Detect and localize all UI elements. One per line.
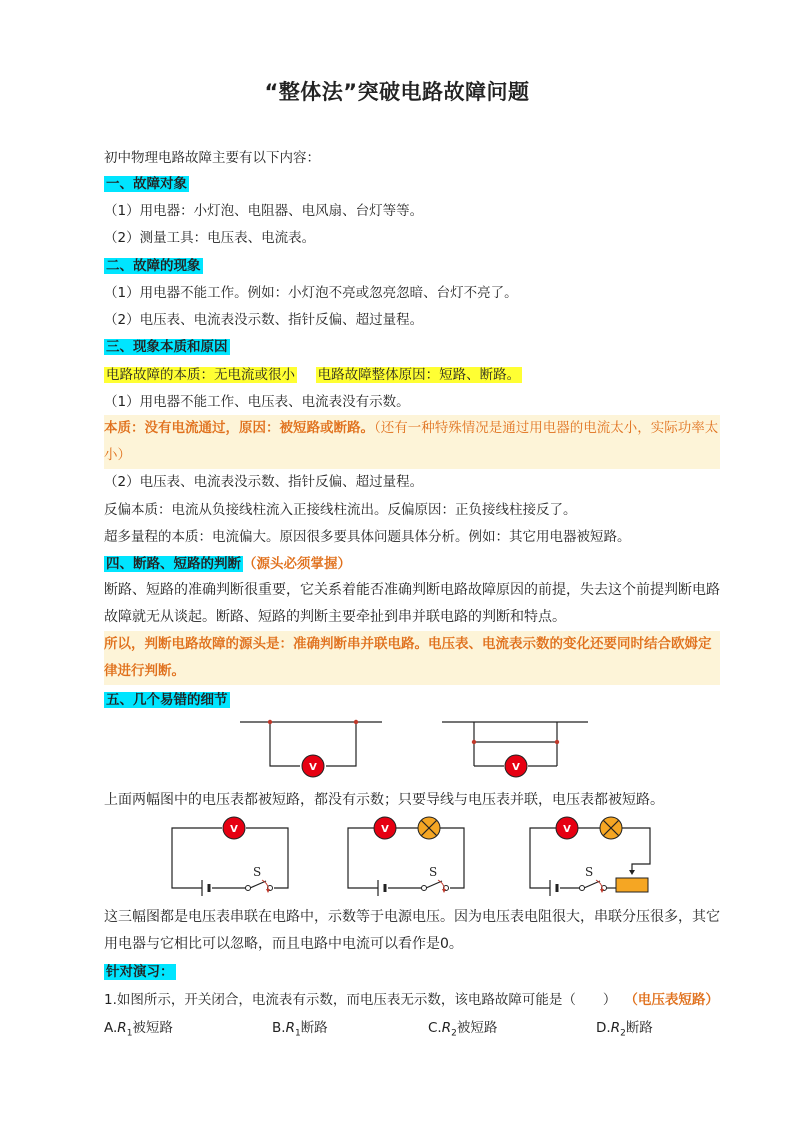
voltmeter-label: V [563,824,571,835]
choice-d-letter: D. [596,1020,611,1036]
s1-item-1: （1）用电器：小灯泡、电阻器、电风扇、台灯等等。 [104,203,424,219]
series-diagram-3 [528,814,658,896]
question-1-text: 1.如图所示，开关闭合，电流表有示数，而电压表无示数，该电路故障可能是（ ） [104,992,617,1008]
s3-essence-note: （还有一种特殊情况是通过用电器的电流太小，实际功率太小） [104,420,719,463]
s4-bold-text: 所以，判断电路故障的源头是：准确判断串并联电路。电压表、电流表示数的变化还要同时结合欧姆定律进行判断。 [104,636,712,679]
choice-b-letter: B. [272,1020,286,1036]
s3-highlight-row [104,365,522,385]
choice-c-var: R [441,1020,452,1036]
series-diagram-2 [344,814,470,892]
s1-item-2: （2）测量工具：电压表、电流表。 [104,230,316,246]
choice-d[interactable] [596,1018,653,1044]
s3-essence [104,415,720,469]
section-2-heading-text: 二、故障的现象 [106,258,201,274]
s4-paragraph: 断路、短路的准确判断很重要，它关系着能否准确判断电路故障原因的前提，失去这个前提判断电路故障就无从谈起。断路、短路的判断主要牵扯到串并联电路的判断和特点。 [104,582,720,625]
s5-text-1: 上面两幅图中的电压表都被短路，都没有示数；只要导线与电压表并联，电压表都被短路。 [104,792,664,808]
section-1-heading-text: 一、故障对象 [106,176,187,192]
s3-over: 超多量程的本质：电流偏大。原因很多要具体问题具体分析。例如：其它用电器被短路。 [104,529,631,545]
choice-a-text: 被短路 [132,1020,173,1036]
s3-highlight-1: 电路故障的本质：无电流或很小 [106,367,295,383]
choice-b-var: R [285,1020,295,1036]
rheostat-icon [616,878,648,892]
choice-b-sub: 1 [294,1028,301,1039]
section-1-heading [104,174,189,194]
question-1-answer: （电压表短路） [624,992,719,1008]
practice-heading [104,962,176,982]
s5-text-2: 这三幅图都是电压表串联在电路中，示数等于电源电压。因为电压表电阻很大，串联分压很多，其它用电器与它相比可以忽略，而且电路中电流可以看作是0。 [104,909,720,952]
voltmeter-label: V [309,762,317,773]
section-3-heading-text: 三、现象本质和原因 [106,339,228,355]
practice-heading-text: 针对演习： [106,964,174,980]
short-circuit-diagram-1 [238,714,384,780]
s3-item-1: （1）用电器不能工作、电压表、电流表没有示数。 [104,394,410,410]
choice-c[interactable] [428,1018,497,1044]
s3-reverse: 反偏本质：电流从负接线柱流入正接线柱流出。反偏原因：正负接线柱接反了。 [104,502,577,518]
voltmeter-label: V [512,762,520,773]
s3-item-2: （2）电压表、电流表没示数、指针反偏、超过量程。 [104,474,424,490]
intro-text: 初中物理电路故障主要有以下内容： [104,150,320,166]
choice-a-var: R [117,1020,127,1036]
section-5-heading-text: 五、几个易错的细节 [106,692,228,708]
switch-label: S [429,865,438,879]
voltmeter-label: V [381,824,389,835]
choice-b[interactable] [272,1018,328,1044]
choice-c-text: 被短路 [456,1020,498,1036]
s3-essence-bold: 本质：没有电流通过，原因：被短路或断路。 [104,420,374,436]
switch-label: S [253,865,262,879]
section-5-heading [104,690,230,710]
s3-highlight-2: 电路故障整体原因：短路、断路。 [317,367,521,383]
choice-a-sub: 1 [126,1028,133,1039]
choice-d-text: 断路 [625,1020,653,1036]
s2-item-1: （1）用电器不能工作。例如：小灯泡不亮或忽亮忽暗、台灯不亮了。 [104,285,518,301]
short-circuit-diagram-2 [440,714,590,780]
choice-b-text: 断路 [300,1020,328,1036]
section-4-heading [104,554,351,574]
section-3-heading [104,337,230,357]
voltmeter-label: V [230,824,238,835]
section-4-heading-text: 四、断路、短路的判断 [106,556,241,572]
series-diagram-1 [168,814,294,892]
s2-item-2: （2）电压表、电流表没示数、指针反偏、超过量程。 [104,312,424,328]
s4-bold-paragraph [104,631,720,685]
choice-c-sub: 2 [451,1028,457,1039]
question-1 [104,990,719,1010]
switch-label: S [585,865,594,879]
section-4-note: （源头必须掌握） [243,556,351,572]
choice-a-letter: A. [104,1020,118,1036]
choice-d-var: R [610,1020,621,1036]
choice-a[interactable] [104,1018,173,1044]
lamp-icon [600,817,622,839]
page-title: “整体法”突破电路故障问题 [264,80,530,104]
section-2-heading [104,256,203,276]
choice-d-sub: 2 [620,1028,626,1039]
lamp-icon [418,817,440,839]
choice-c-letter: C. [428,1020,442,1036]
